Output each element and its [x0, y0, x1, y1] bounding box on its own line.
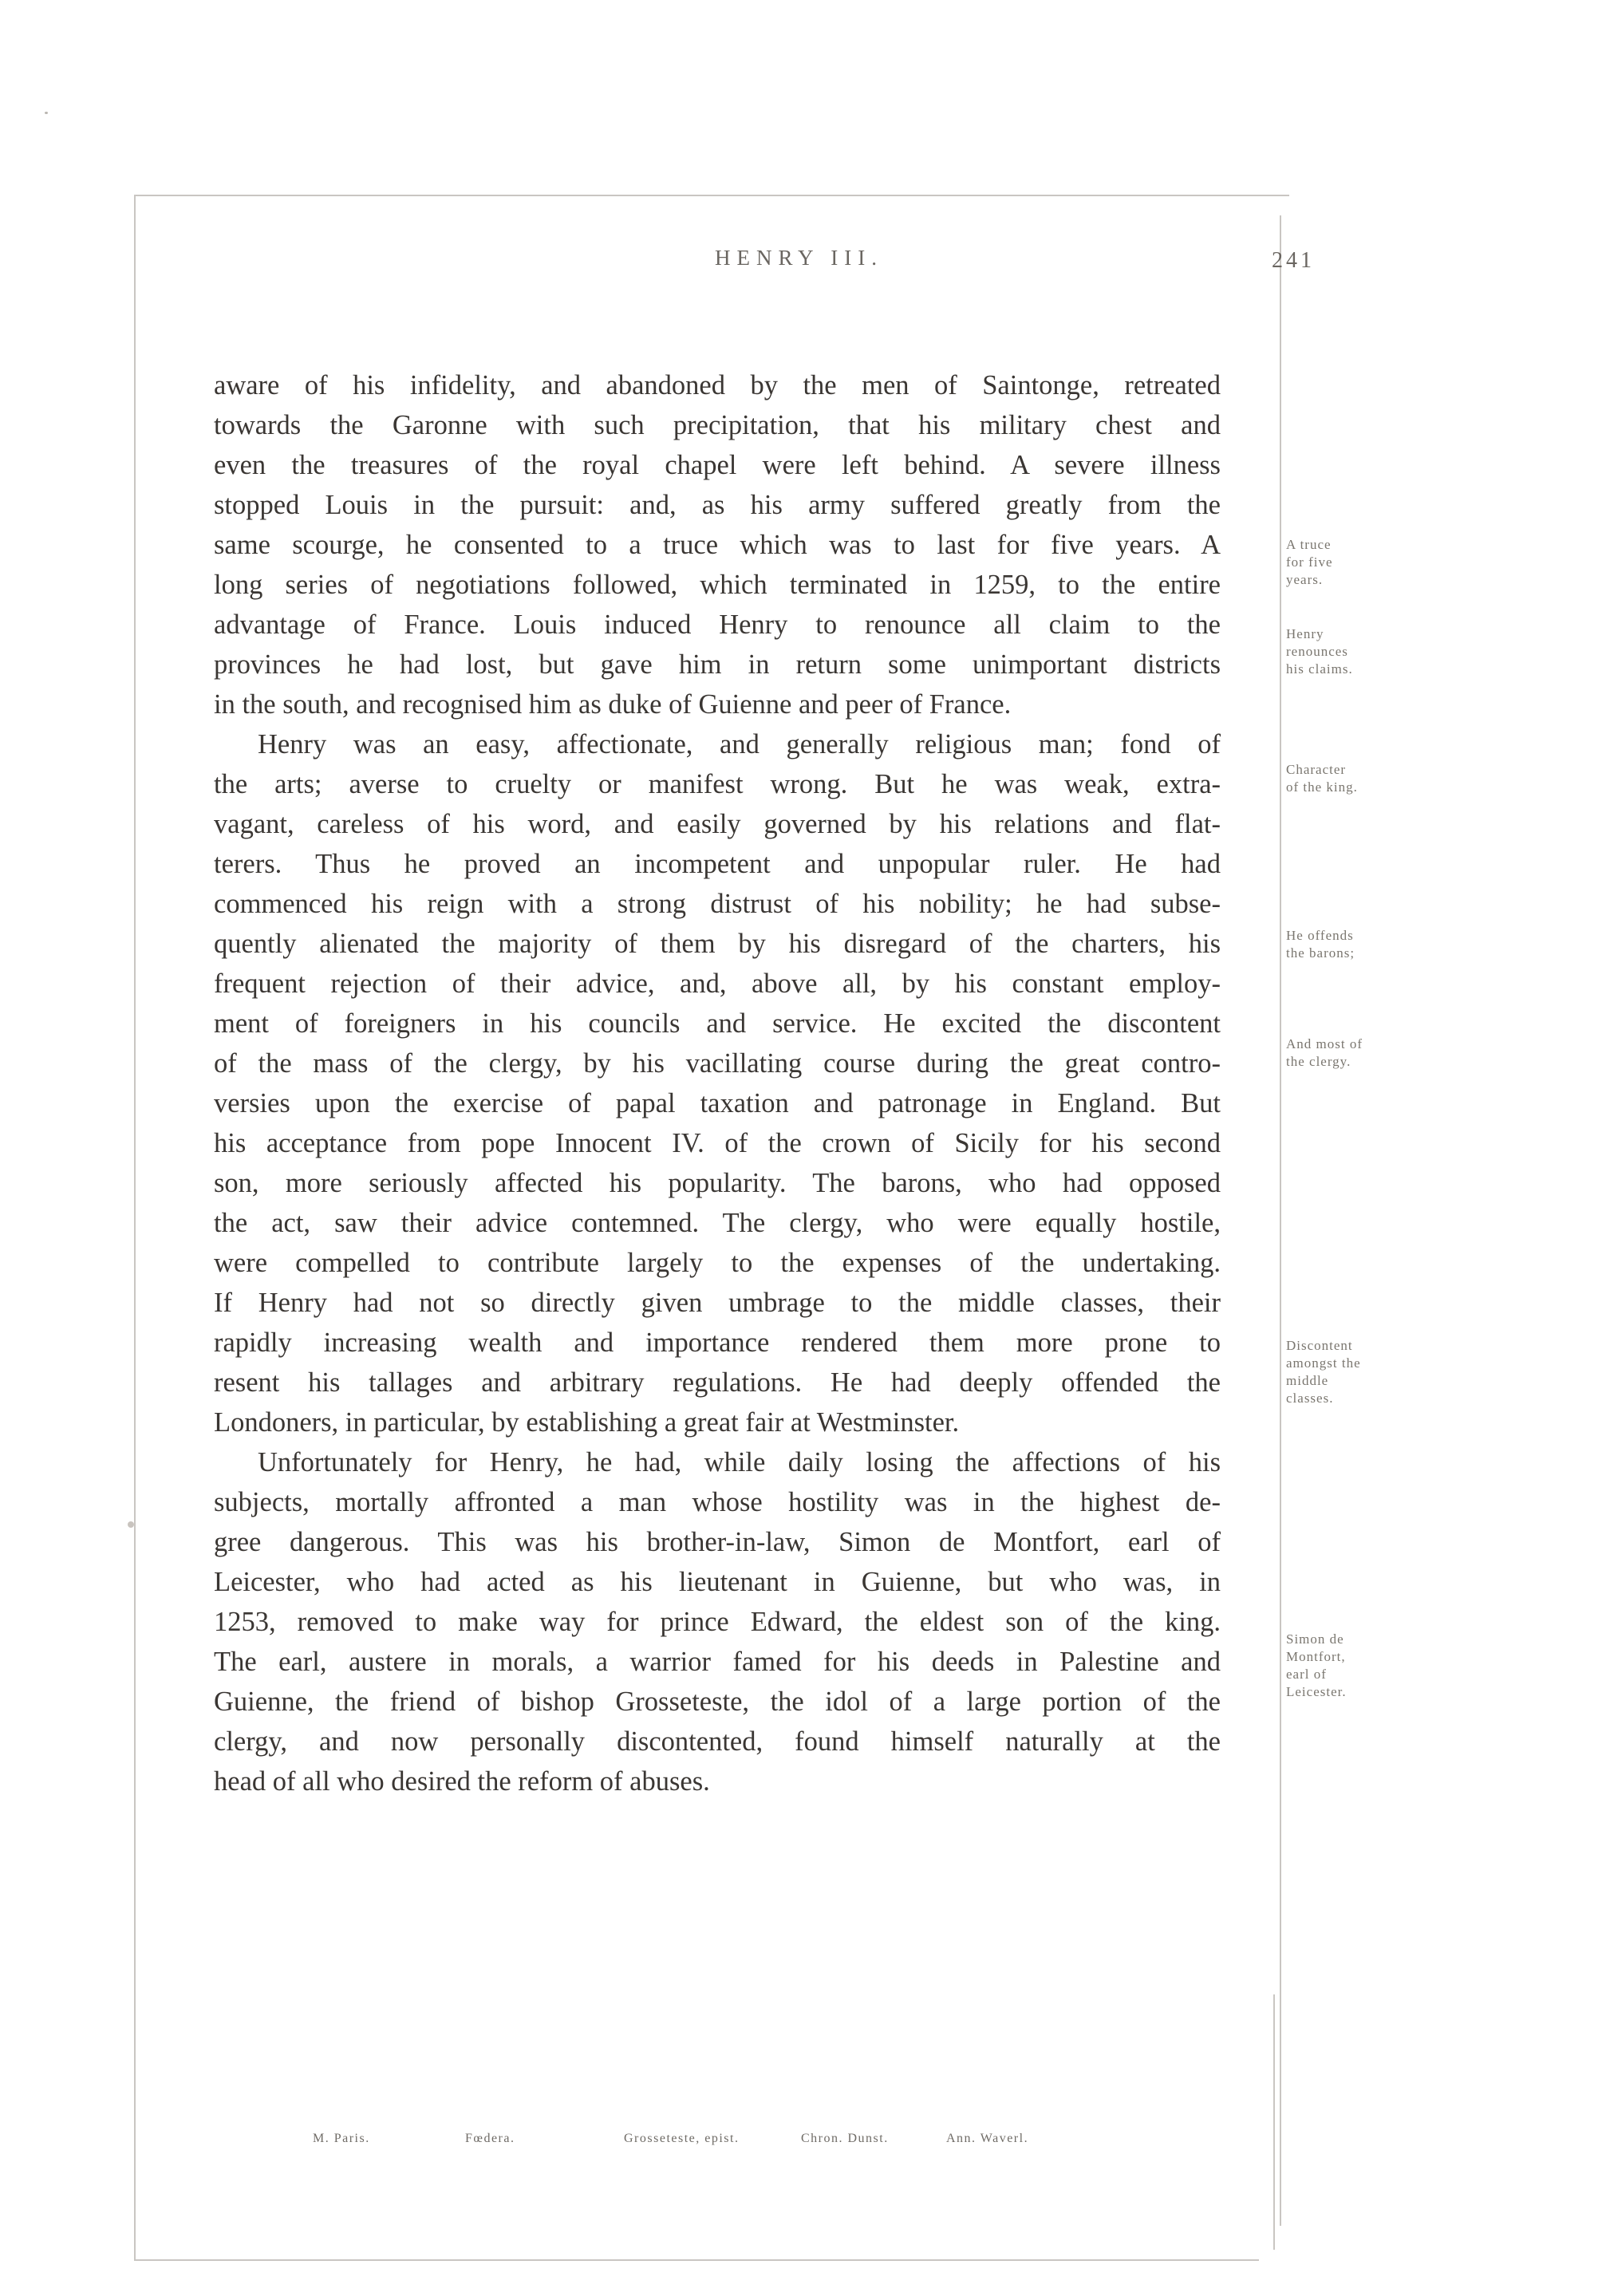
- side-note: [1286, 761, 1446, 796]
- side-note: [1286, 1337, 1446, 1407]
- side-note-line: the barons;: [1286, 945, 1355, 961]
- side-note-line: And most of: [1286, 1036, 1363, 1051]
- text-line: clergy, and now personally discontented, found himself naturally at the: [214, 1726, 1221, 1757]
- side-note-line: classes.: [1286, 1391, 1334, 1406]
- citation: Grosseteste, epist.: [624, 2132, 740, 2145]
- citation: Chron. Dunst.: [801, 2132, 889, 2145]
- text-line: rapidly increasing wealth and importance rendered them more prone to: [214, 1327, 1221, 1358]
- side-note-line: He offends: [1286, 928, 1354, 943]
- text-line: long series of negotiations followed, which terminated in 1259, to the entire: [214, 570, 1221, 600]
- side-note: [1286, 625, 1446, 678]
- text-line: Londoners, in particular, by establishing a great fair at Westminster.: [214, 1407, 960, 1438]
- text-line: his acceptance from pope Innocent IV. of the crown of Sicily for his second: [214, 1128, 1221, 1158]
- text-line: Unfortunately for Henry, he had, while daily losing the affections of his: [258, 1447, 1221, 1477]
- text-line: terers. Thus he proved an incompetent and unpopular ruler. He had: [214, 849, 1221, 879]
- side-note-line: Leicester.: [1286, 1684, 1347, 1699]
- side-note-line: A truce: [1286, 537, 1332, 552]
- text-line: Leicester, who had acted as his lieutenant in Guienne, but who was, in: [214, 1567, 1221, 1597]
- text-line: son, more seriously affected his popularity. The barons, who had opposed: [214, 1168, 1221, 1198]
- text-line: subjects, mortally affronted a man whose hostility was in the highest de-: [214, 1487, 1221, 1517]
- text-line: gree dangerous. This was his brother-in-law, Simon de Montfort, earl of: [214, 1527, 1221, 1557]
- text-line: ment of foreigners in his councils and service. He excited the discontent: [214, 1008, 1221, 1039]
- side-note-line: his claims.: [1286, 661, 1353, 677]
- text-line: were compelled to contribute largely to the expenses of the undertaking.: [214, 1248, 1221, 1278]
- side-note-line: years.: [1286, 572, 1324, 587]
- citation: Fœdera.: [465, 2132, 515, 2145]
- text-line: Henry was an easy, affectionate, and generally religious man; fond of: [258, 729, 1221, 759]
- side-note-line: Simon de: [1286, 1631, 1344, 1647]
- side-note-line: Character: [1286, 762, 1347, 777]
- text-line: towards the Garonne with such precipitation, that his military chest and: [214, 410, 1221, 440]
- text-line: of the mass of the clergy, by his vacillating course during the great contro-: [214, 1048, 1221, 1079]
- text-line: advantage of France. Louis induced Henry to renounce all claim to the: [214, 610, 1221, 640]
- side-note-line: for five: [1286, 554, 1333, 570]
- text-line: same scourge, he consented to a truce which was to last for five years. A: [214, 530, 1221, 560]
- side-note-line: of the king.: [1286, 779, 1358, 795]
- text-line: head of all who desired the reform of abuses.: [214, 1766, 710, 1797]
- side-note: [1286, 536, 1446, 589]
- side-note-line: renounces: [1286, 644, 1348, 659]
- citation: Ann. Waverl.: [946, 2132, 1029, 2145]
- source-citations: [0, 2132, 1598, 2156]
- side-note: [1286, 927, 1446, 962]
- text-line: If Henry had not so directly given umbrage to the middle classes, their: [214, 1288, 1221, 1318]
- side-note-line: Discontent: [1286, 1338, 1353, 1353]
- side-note-line: amongst the: [1286, 1355, 1361, 1371]
- side-note-line: earl of: [1286, 1667, 1327, 1682]
- text-line: aware of his infidelity, and abandoned by the men of Saintonge, retreated: [214, 370, 1221, 400]
- side-note-line: Montfort,: [1286, 1649, 1346, 1664]
- text-line: even the treasures of the royal chapel were left behind. A severe illness: [214, 450, 1221, 480]
- text-line: The earl, austere in morals, a warrior famed for his deeds in Palestine and: [214, 1647, 1221, 1677]
- side-note: [1286, 1036, 1446, 1071]
- text-line: frequent rejection of their advice, and, above all, by his constant employ-: [214, 969, 1221, 999]
- text-line: Guienne, the friend of bishop Grosseteste, the idol of a large portion of the: [214, 1686, 1221, 1717]
- text-line: stopped Louis in the pursuit: and, as his army suffered greatly from the: [214, 490, 1221, 520]
- text-line: quently alienated the majority of them by his disregard of the charters, his: [214, 929, 1221, 959]
- page-number: 241: [1272, 248, 1315, 273]
- side-note-line: middle: [1286, 1373, 1329, 1388]
- text-line: provinces he had lost, but gave him in return some unimportant districts: [214, 649, 1221, 680]
- text-line: vagant, careless of his word, and easily governed by his relations and flat-: [214, 809, 1221, 839]
- text-line: versies upon the exercise of papal taxation and patronage in England. But: [214, 1088, 1221, 1118]
- text-line: the act, saw their advice contemned. The clergy, who were equally hostile,: [214, 1208, 1221, 1238]
- text-line: commenced his reign with a strong distrust of his nobility; he had subse-: [214, 889, 1221, 919]
- side-note-line: the clergy.: [1286, 1054, 1351, 1069]
- side-note-line: Henry: [1286, 626, 1324, 641]
- text-line: resent his tallages and arbitrary regulations. He had deeply offended the: [214, 1367, 1221, 1398]
- text-line: the arts; averse to cruelty or manifest wrong. But he was weak, extra-: [214, 769, 1221, 799]
- text-line: 1253, removed to make way for prince Edward, the eldest son of the king.: [214, 1607, 1221, 1637]
- side-note: [1286, 1631, 1446, 1701]
- running-head: HENRY III.: [715, 246, 883, 270]
- text-line: in the south, and recognised him as duke of Guienne and peer of France.: [214, 689, 1012, 720]
- citation: M. Paris.: [313, 2132, 370, 2145]
